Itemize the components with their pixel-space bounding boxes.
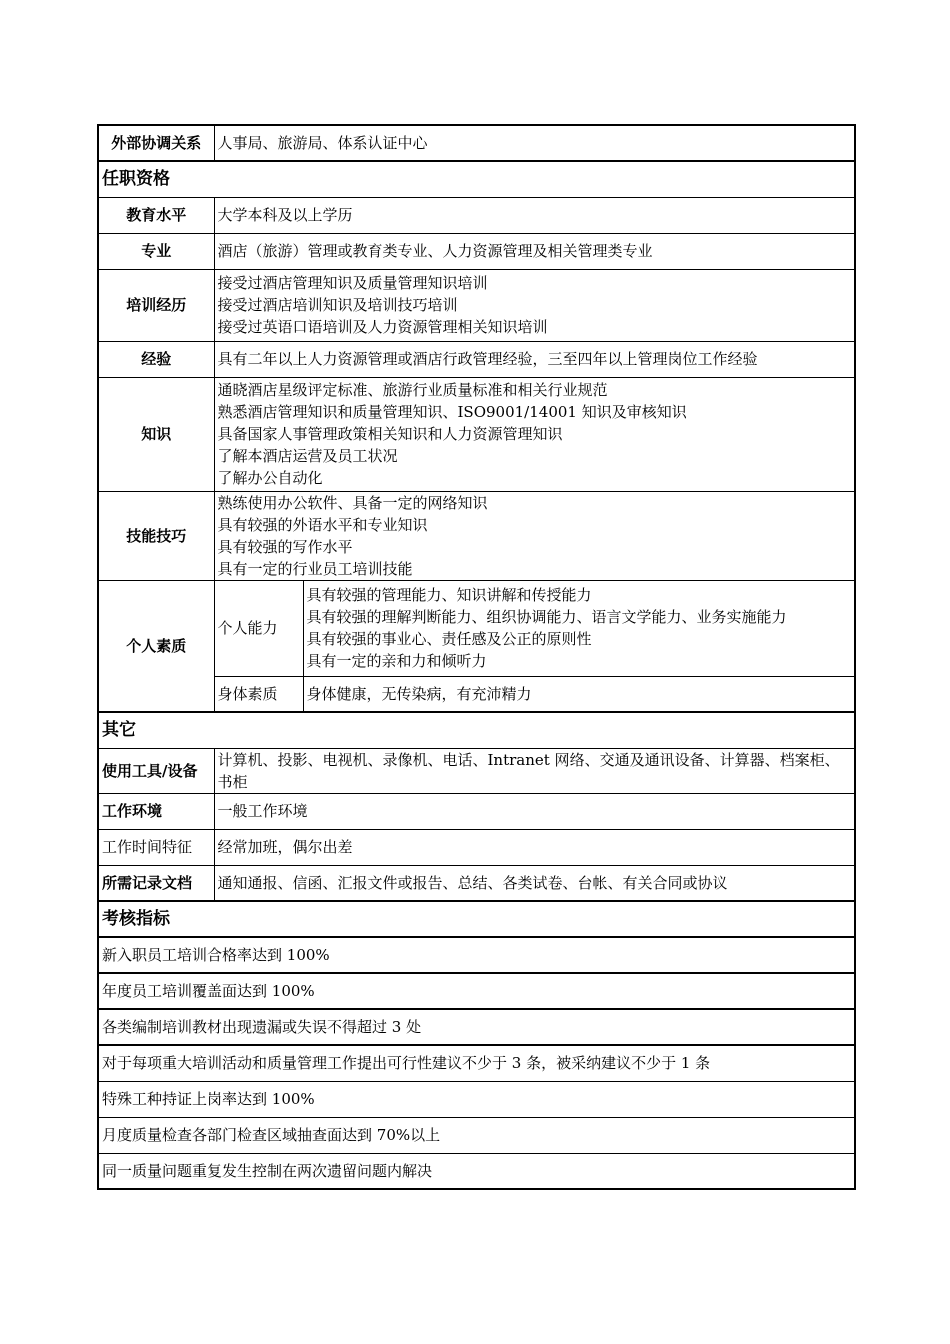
- tools-label: 使用工具/设备: [98, 748, 214, 793]
- other-section-row: [98, 712, 855, 748]
- kpi-row: [98, 1045, 855, 1081]
- kpi-row: [98, 1081, 855, 1117]
- skills-line: 熟练使用办公软件、具备一定的网络知识: [217, 493, 488, 512]
- qualifications-section-row: [98, 161, 855, 197]
- skills-line: 具有一定的行业员工培训技能: [217, 559, 413, 578]
- personal-label: 个人素质: [98, 580, 214, 712]
- major-value: 酒店（旅游）管理或教育类专业、人力资源管理及相关管理类专业: [214, 233, 855, 269]
- kpi-item: 对于每项重大培训活动和质量管理工作提出可行性建议不少于 3 条，被采纳建议不少于 1 条: [98, 1045, 855, 1081]
- knowledge-line: 通晓酒店星级评定标准、旅游行业质量标准和相关行业规范: [217, 381, 608, 399]
- kpi-title: 考核指标: [98, 901, 855, 937]
- knowledge-line: 了解办公自动化: [217, 469, 323, 487]
- external-label: 外部协调关系: [98, 125, 214, 161]
- knowledge-label: 知识: [98, 377, 214, 491]
- training-row: [98, 269, 855, 341]
- education-row: [98, 197, 855, 233]
- records-value: 通知通报、信函、汇报文件或报告、总结、各类试卷、台帐、有关合同或协议: [214, 865, 855, 901]
- kpi-item: 月度质量检查各部门检查区域抽查面达到 70%以上: [98, 1117, 855, 1153]
- knowledge-row: [98, 377, 855, 491]
- education-value: 大学本科及以上学历: [214, 197, 855, 233]
- kpi-item: 各类编制培训教材出现遗漏或失误不得超过 3 处: [98, 1009, 855, 1045]
- skills-label: 技能技巧: [98, 491, 214, 580]
- training-line: 接受过酒店管理知识及质量管理知识培训: [217, 274, 488, 292]
- major-label: 专业: [98, 233, 214, 269]
- records-row: [98, 865, 855, 901]
- worktime-label: 工作时间特征: [98, 829, 214, 865]
- personal-ability-row: [98, 580, 855, 676]
- training-line: 接受过英语口语培训及人力资源管理相关知识培训: [217, 318, 548, 336]
- worktime-value: 经常加班，偶尔出差: [214, 829, 855, 865]
- kpi-section-row: [98, 901, 855, 937]
- skills-value: [214, 491, 855, 580]
- ability-value: [303, 580, 855, 676]
- ability-line: 具有较强的管理能力、知识讲解和传授能力: [306, 586, 592, 604]
- tools-value: 计算机、投影、电视机、录像机、电话、Intranet 网络、交通及通讯设备、计算器、档案柜、书柜: [214, 748, 855, 793]
- skills-line: 具有较强的外语水平和专业知识: [217, 515, 428, 534]
- training-value: [214, 269, 855, 341]
- experience-row: [98, 341, 855, 377]
- kpi-item: 特殊工种持证上岗率达到 100%: [98, 1081, 855, 1117]
- knowledge-value: [214, 377, 855, 491]
- worktime-row: [98, 829, 855, 865]
- ability-line: 具有较强的理解判断能力、组织协调能力、语言文学能力、业务实施能力: [306, 608, 787, 626]
- training-label: 培训经历: [98, 269, 214, 341]
- kpi-item: 同一质量问题重复发生控制在两次遗留问题内解决: [98, 1153, 855, 1189]
- kpi-item: 新入职员工培训合格率达到 100%: [98, 937, 855, 973]
- skills-line: 具有较强的写作水平: [217, 537, 353, 556]
- other-title: 其它: [98, 712, 855, 748]
- skills-row: [98, 491, 855, 580]
- experience-label: 经验: [98, 341, 214, 377]
- ability-line: 具有较强的事业心、责任感及公正的原则性: [306, 630, 592, 648]
- ability-line: 具有一定的亲和力和倾听力: [306, 652, 487, 670]
- environment-label: 工作环境: [98, 793, 214, 829]
- tools-row: [98, 748, 855, 793]
- external-row: [98, 125, 855, 161]
- major-row: [98, 233, 855, 269]
- knowledge-line: 熟悉酒店管理知识和质量管理知识、ISO9001/14001 知识及审核知识: [217, 403, 687, 421]
- knowledge-line: 具备国家人事管理政策相关知识和人力资源管理知识: [217, 425, 563, 443]
- ability-label: 个人能力: [214, 580, 303, 676]
- training-line: 接受过酒店培训知识及培训技巧培训: [217, 296, 458, 314]
- kpi-row: [98, 973, 855, 1009]
- environment-value: 一般工作环境: [214, 793, 855, 829]
- external-value: 人事局、旅游局、体系认证中心: [214, 125, 855, 161]
- environment-row: [98, 793, 855, 829]
- kpi-row: [98, 937, 855, 973]
- job-description-table: [97, 124, 856, 1190]
- kpi-item: 年度员工培训覆盖面达到 100%: [98, 973, 855, 1009]
- experience-value: 具有二年以上人力资源管理或酒店行政管理经验，三至四年以上管理岗位工作经验: [214, 341, 855, 377]
- kpi-row: [98, 1117, 855, 1153]
- physical-value: 身体健康，无传染病，有充沛精力: [303, 676, 855, 712]
- education-label: 教育水平: [98, 197, 214, 233]
- knowledge-line: 了解本酒店运营及员工状况: [217, 447, 398, 465]
- physical-label: 身体素质: [214, 676, 303, 712]
- job-description-sheet: [97, 124, 854, 1190]
- kpi-row: [98, 1153, 855, 1189]
- qualifications-title: 任职资格: [98, 161, 855, 197]
- kpi-row: [98, 1009, 855, 1045]
- records-label: 所需记录文档: [98, 865, 214, 901]
